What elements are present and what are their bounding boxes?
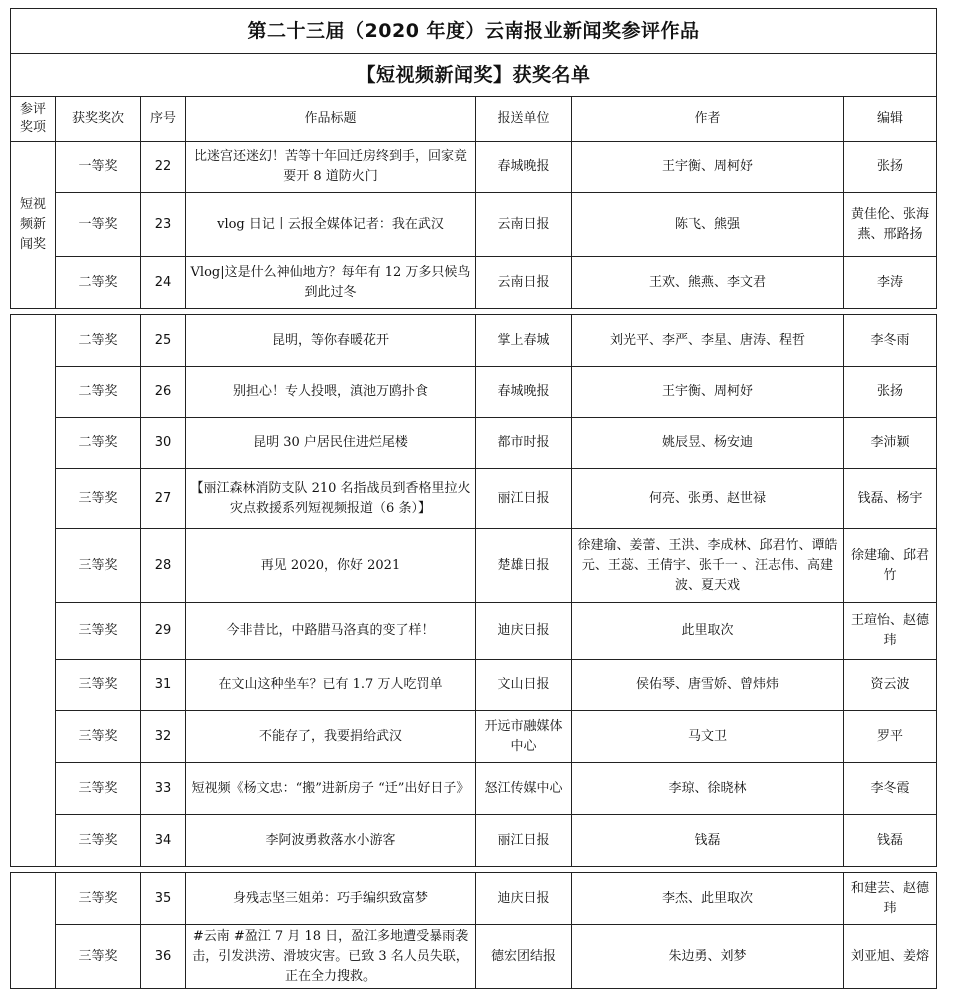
unit-cell: 丽江日报: [476, 469, 572, 529]
unit-cell: 楚雄日报: [476, 529, 572, 603]
header-work-title: 作品标题: [186, 97, 476, 142]
category-cell-empty: [11, 873, 56, 989]
seq-cell: 35: [141, 873, 186, 925]
unit-cell: 怒江传媒中心: [476, 763, 572, 815]
award-cell: 三等奖: [56, 873, 141, 925]
author-cell: 李琼、徐晓林: [572, 763, 844, 815]
author-cell: 姚辰昱、杨安迪: [572, 418, 844, 469]
award-cell: 三等奖: [56, 925, 141, 989]
author-cell: 侯佑琴、唐雪娇、曾炜炜: [572, 660, 844, 711]
work-title-cell: Vlog|这是什么神仙地方？每年有 12 万多只候鸟到此过冬: [186, 257, 476, 309]
unit-cell: 云南日报: [476, 257, 572, 309]
table-row: [11, 315, 937, 367]
author-cell: 马文卫: [572, 711, 844, 763]
award-table: [10, 8, 937, 989]
award-cell: 二等奖: [56, 418, 141, 469]
unit-cell: 文山日报: [476, 660, 572, 711]
editor-cell: 徐建瑜、邱君竹: [844, 529, 937, 603]
seq-cell: 33: [141, 763, 186, 815]
author-cell: 李杰、此里取次: [572, 873, 844, 925]
unit-cell: 都市时报: [476, 418, 572, 469]
category-cell: 短视频新闻奖: [11, 142, 56, 309]
work-title-cell: 比迷宫还迷幻！苦等十年回迁房终到手，回家竟要开 8 道防火门: [186, 142, 476, 193]
editor-cell: 资云波: [844, 660, 937, 711]
editor-cell: 罗平: [844, 711, 937, 763]
work-title-cell: 今非昔比，中路腊马洛真的变了样！: [186, 603, 476, 660]
document-title: 第二十三届（2020 年度）云南报业新闻奖参评作品: [11, 9, 937, 54]
author-cell: 刘光平、李严、李星、唐涛、程哲: [572, 315, 844, 367]
header-award: 获奖奖次: [56, 97, 141, 142]
work-title-cell: 在文山这种坐车？已有 1.7 万人吃罚单: [186, 660, 476, 711]
table-row: [11, 367, 937, 418]
table-row: [11, 469, 937, 529]
award-cell: 三等奖: [56, 660, 141, 711]
editor-cell: 李涛: [844, 257, 937, 309]
author-cell: 朱边勇、刘梦: [572, 925, 844, 989]
unit-cell: 德宏团结报: [476, 925, 572, 989]
award-cell: 三等奖: [56, 763, 141, 815]
author-cell: 王宇衡、周柯妤: [572, 142, 844, 193]
author-cell: 王欢、熊燕、李文君: [572, 257, 844, 309]
work-title-cell: vlog 日记丨云报全媒体记者：我在武汉: [186, 193, 476, 257]
document-subtitle: 【短视频新闻奖】获奖名单: [11, 54, 937, 97]
seq-cell: 22: [141, 142, 186, 193]
work-title-cell: 别担心！专人投喂，滇池万鸥扑食: [186, 367, 476, 418]
editor-cell: 李冬雨: [844, 315, 937, 367]
award-cell: 三等奖: [56, 529, 141, 603]
table-row: [11, 529, 937, 603]
award-list-sheet: [10, 8, 936, 989]
unit-cell: 丽江日报: [476, 815, 572, 867]
unit-cell: 春城晚报: [476, 142, 572, 193]
award-cell: 三等奖: [56, 469, 141, 529]
author-cell: 何亮、张勇、赵世禄: [572, 469, 844, 529]
award-cell: 一等奖: [56, 193, 141, 257]
work-title-cell: 【丽江森林消防支队 210 名指战员到香格里拉火灾点救援系列短视频报道（6 条）】: [186, 469, 476, 529]
seq-cell: 30: [141, 418, 186, 469]
seq-cell: 32: [141, 711, 186, 763]
table-row: [11, 257, 937, 309]
author-cell: 此里取次: [572, 603, 844, 660]
author-cell: 王宇衡、周柯妤: [572, 367, 844, 418]
seq-cell: 29: [141, 603, 186, 660]
unit-cell: 掌上春城: [476, 315, 572, 367]
seq-cell: 31: [141, 660, 186, 711]
editor-cell: 钱磊: [844, 815, 937, 867]
work-title-cell: 昆明，等你春暖花开: [186, 315, 476, 367]
table-row: [11, 660, 937, 711]
work-title-cell: 再见 2020，你好 2021: [186, 529, 476, 603]
header-category: 参评奖项: [11, 97, 56, 142]
work-title-cell: 李阿波勇救落水小游客: [186, 815, 476, 867]
unit-cell: 春城晚报: [476, 367, 572, 418]
work-title-cell: 短视频《杨文忠：“搬”进新房子 “迁”出好日子》: [186, 763, 476, 815]
award-cell: 三等奖: [56, 711, 141, 763]
award-cell: 一等奖: [56, 142, 141, 193]
seq-cell: 23: [141, 193, 186, 257]
header-author: 作者: [572, 97, 844, 142]
header-editor: 编辑: [844, 97, 937, 142]
editor-cell: 李沛颖: [844, 418, 937, 469]
award-cell: 二等奖: [56, 315, 141, 367]
table-row: [11, 142, 937, 193]
seq-cell: 27: [141, 469, 186, 529]
seq-cell: 24: [141, 257, 186, 309]
editor-cell: 张扬: [844, 367, 937, 418]
editor-cell: 黄佳伦、张海燕、邢路扬: [844, 193, 937, 257]
editor-cell: 李冬霞: [844, 763, 937, 815]
award-cell: 三等奖: [56, 603, 141, 660]
seq-cell: 28: [141, 529, 186, 603]
unit-cell: 迪庆日报: [476, 603, 572, 660]
seq-cell: 34: [141, 815, 186, 867]
header-seq: 序号: [141, 97, 186, 142]
table-row: [11, 418, 937, 469]
table-row: [11, 815, 937, 867]
author-cell: 徐建瑜、姜蕾、王洪、李成林、邱君竹、谭皓元、王蕊、王倩宇、张千一 、汪志伟、高建波、夏天戏: [572, 529, 844, 603]
editor-cell: 和建芸、赵德玮: [844, 873, 937, 925]
work-title-cell: 昆明 30 户居民住进烂尾楼: [186, 418, 476, 469]
editor-cell: 钱磊、杨宇: [844, 469, 937, 529]
work-title-cell: #云南 #盈江 7 月 18 日，盈江多地遭受暴雨袭击，引发洪涝、滑坡灾害。已致 3 名人员失联，正在全力搜救。: [186, 925, 476, 989]
table-row: [11, 193, 937, 257]
award-cell: 二等奖: [56, 257, 141, 309]
award-cell: 二等奖: [56, 367, 141, 418]
table-row: [11, 873, 937, 925]
author-cell: 陈飞、熊强: [572, 193, 844, 257]
seq-cell: 25: [141, 315, 186, 367]
unit-cell: 云南日报: [476, 193, 572, 257]
table-row: [11, 925, 937, 989]
unit-cell: 开远市融媒体中心: [476, 711, 572, 763]
category-cell-empty: [11, 315, 56, 867]
table-row: [11, 763, 937, 815]
work-title-cell: 不能存了，我要捐给武汉: [186, 711, 476, 763]
seq-cell: 26: [141, 367, 186, 418]
author-cell: 钱磊: [572, 815, 844, 867]
editor-cell: 王瑄怡、赵德玮: [844, 603, 937, 660]
seq-cell: 36: [141, 925, 186, 989]
editor-cell: 张扬: [844, 142, 937, 193]
award-cell: 三等奖: [56, 815, 141, 867]
unit-cell: 迪庆日报: [476, 873, 572, 925]
table-row: [11, 603, 937, 660]
header-unit: 报送单位: [476, 97, 572, 142]
work-title-cell: 身残志坚三姐弟：巧手编织致富梦: [186, 873, 476, 925]
header-row: [11, 97, 937, 142]
editor-cell: 刘亚旭、姜熔: [844, 925, 937, 989]
table-row: [11, 711, 937, 763]
